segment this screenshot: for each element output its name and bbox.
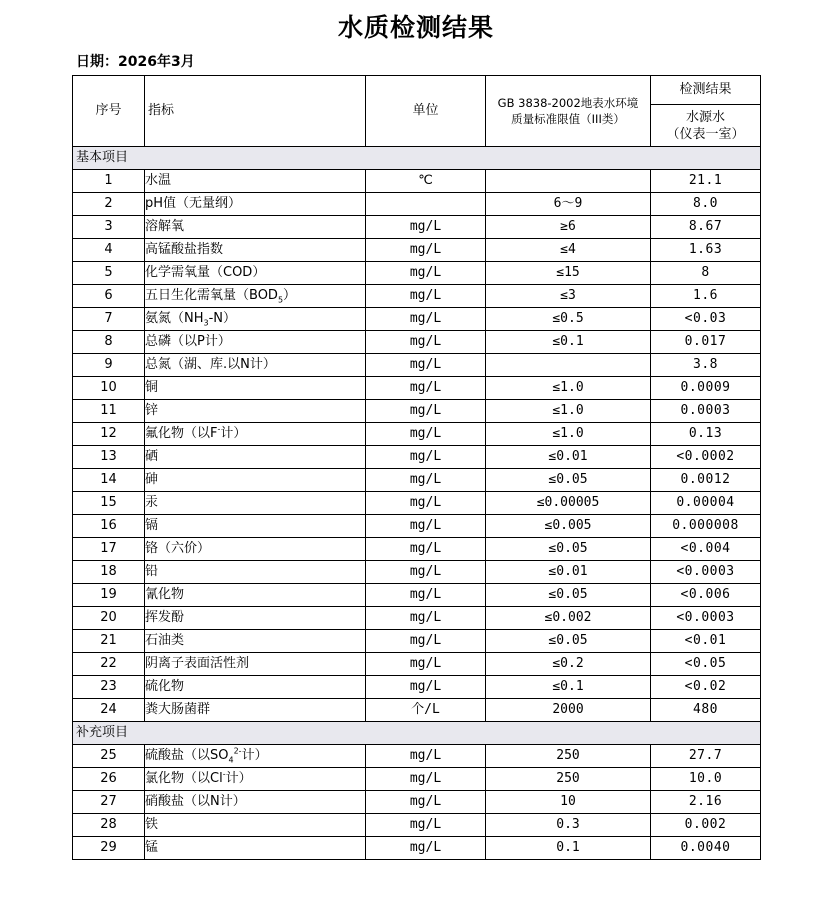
indicator-cell [145,584,366,607]
report-date: 日期：2026年3月 [76,54,195,70]
indicator-name: 挥发酚 [145,610,185,625]
indicator-cell [145,515,366,538]
unit-cell: mg/L [366,239,486,262]
standard-limit-cell: ≤0.1 [486,331,651,354]
indicator-cell [145,285,366,308]
standard-limit-cell: ≤1.0 [486,400,651,423]
unit-cell: mg/L [366,630,486,653]
indicator-name: 硝酸盐（以N计） [145,794,246,809]
indicator-name: 硫酸盐（以SO [145,748,229,763]
unit-cell: mg/L [366,400,486,423]
indicator-tail: -N） [208,311,237,326]
result-value-cell: 1.6 [651,285,761,308]
table-row [73,285,761,308]
unit-cell: mg/L [366,814,486,837]
header-indicator: 指标 [145,76,366,147]
row-number: 26 [73,768,145,791]
result-value-cell: 0.00004 [651,492,761,515]
row-number: 9 [73,354,145,377]
result-value-cell: 0.0003 [651,400,761,423]
table-row [73,377,761,400]
row-number: 2 [73,193,145,216]
standard-limit-cell: ≤3 [486,285,651,308]
indicator-cell [145,354,366,377]
row-number: 15 [73,492,145,515]
result-value-cell: 3.8 [651,354,761,377]
indicator-cell [145,676,366,699]
section-title: 补充项目 [73,722,761,745]
unit-cell: mg/L [366,446,486,469]
row-number: 28 [73,814,145,837]
unit-cell: mg/L [366,837,486,860]
header-standard-line1: GB 3838-2002地表水环境 [497,96,639,110]
row-number: 8 [73,331,145,354]
indicator-cell [145,446,366,469]
indicator-cell [145,699,366,722]
result-value-cell: 0.002 [651,814,761,837]
header-unit: 单位 [366,76,486,147]
unit-cell: mg/L [366,377,486,400]
result-value-cell: 2.16 [651,791,761,814]
result-value-cell: 21.1 [651,170,761,193]
indicator-name: 石油类 [145,633,185,648]
unit-cell: mg/L [366,423,486,446]
indicator-cell [145,561,366,584]
table-row [73,745,761,768]
row-number: 18 [73,561,145,584]
result-value-cell: 0.0009 [651,377,761,400]
table-row [73,400,761,423]
result-value-cell: <0.01 [651,630,761,653]
result-value-cell: 0.0012 [651,469,761,492]
standard-limit-cell: ≤0.5 [486,308,651,331]
result-value-cell: <0.02 [651,676,761,699]
standard-limit-cell: ≤15 [486,262,651,285]
result-value-cell: <0.03 [651,308,761,331]
indicator-tail: 计） [241,748,268,763]
table-row [73,308,761,331]
indicator-name: 铬（六价） [145,541,211,556]
indicator-name: 氨氮（NH [145,311,204,326]
standard-limit-cell: ≤0.002 [486,607,651,630]
indicator-name: 五日生化需氧量（BOD [145,288,278,303]
standard-limit-cell: ≤0.05 [486,584,651,607]
table-row [73,607,761,630]
indicator-name: 总磷（以P计） [145,334,231,349]
standard-limit-cell: ≤0.05 [486,469,651,492]
result-value-cell: 8.0 [651,193,761,216]
table-row [73,538,761,561]
table-row [73,561,761,584]
indicator-cell [145,768,366,791]
result-value-cell: 8.67 [651,216,761,239]
indicator-superscript: 2- [233,746,242,756]
indicator-name: 硒 [145,449,159,464]
indicator-name: 氰化物 [145,587,185,602]
indicator-cell [145,653,366,676]
result-value-cell: 0.000008 [651,515,761,538]
row-number: 13 [73,446,145,469]
indicator-name: 阴离子表面活性剂 [145,656,250,671]
row-number: 11 [73,400,145,423]
indicator-name: 硫化物 [145,679,185,694]
unit-cell: mg/L [366,791,486,814]
section-row [73,722,761,745]
table-row [73,170,761,193]
standard-limit-cell: ≤0.05 [486,630,651,653]
standard-limit-cell: ≤0.1 [486,676,651,699]
indicator-subscript: 5 [277,295,284,305]
header-source [651,105,761,147]
indicator-tail: 计） [225,771,252,786]
indicator-name: 高锰酸盐指数 [145,242,224,257]
standard-limit-cell: ≤1.0 [486,423,651,446]
table-row [73,630,761,653]
row-number: 5 [73,262,145,285]
unit-cell [366,193,486,216]
row-number: 10 [73,377,145,400]
indicator-name: 氟化物（以F [145,426,218,441]
row-number: 21 [73,630,145,653]
row-number: 27 [73,791,145,814]
unit-cell: mg/L [366,216,486,239]
indicator-cell [145,423,366,446]
table-row [73,354,761,377]
table-row [73,446,761,469]
indicator-cell [145,170,366,193]
result-value-cell: 0.017 [651,331,761,354]
unit-cell: mg/L [366,331,486,354]
header-source-line1: 水源水 [685,109,725,125]
standard-limit-cell: ≤0.2 [486,653,651,676]
unit-cell: ℃ [366,170,486,193]
standard-limit-cell: 250 [486,745,651,768]
result-value-cell: 8 [651,262,761,285]
standard-limit-cell: 0.1 [486,837,651,860]
table-body [73,147,761,860]
table-row [73,423,761,446]
row-number: 1 [73,170,145,193]
header-standard-limit [486,76,651,147]
indicator-name: 汞 [145,495,159,510]
indicator-name: 锌 [145,403,159,418]
indicator-name: pH值（无量纲） [145,196,242,211]
table-row [73,331,761,354]
unit-cell: mg/L [366,561,486,584]
table-row [73,515,761,538]
indicator-name: 铁 [145,817,159,832]
row-number: 23 [73,676,145,699]
indicator-cell [145,193,366,216]
result-value-cell: <0.006 [651,584,761,607]
standard-limit-cell: ≤0.005 [486,515,651,538]
row-number: 17 [73,538,145,561]
unit-cell: mg/L [366,607,486,630]
table-row [73,492,761,515]
unit-cell: mg/L [366,768,486,791]
result-value-cell: <0.05 [651,653,761,676]
standard-limit-cell: ≥6 [486,216,651,239]
standard-limit-cell: ≤0.01 [486,561,651,584]
row-number: 22 [73,653,145,676]
unit-cell: mg/L [366,745,486,768]
header-source-line2: （仪表一室） [666,126,745,142]
indicator-cell [145,216,366,239]
standard-limit-cell: ≤4 [486,239,651,262]
unit-cell: mg/L [366,354,486,377]
indicator-cell [145,745,366,768]
unit-cell: mg/L [366,308,486,331]
indicator-cell [145,331,366,354]
page-title: 水质检测结果 [337,13,494,42]
indicator-cell [145,538,366,561]
indicator-name: 砷 [145,472,159,487]
row-number: 14 [73,469,145,492]
table-row [73,768,761,791]
indicator-name: 铅 [145,564,159,579]
unit-cell: 个/L [366,699,486,722]
standard-limit-cell: 6～9 [486,193,651,216]
unit-cell: mg/L [366,653,486,676]
row-number: 3 [73,216,145,239]
indicator-cell [145,377,366,400]
result-value-cell: 27.7 [651,745,761,768]
standard-limit-cell [486,354,651,377]
table-row [73,699,761,722]
section-row [73,147,761,170]
unit-cell: mg/L [366,469,486,492]
unit-cell: mg/L [366,538,486,561]
row-number: 19 [73,584,145,607]
section-title: 基本项目 [73,147,761,170]
row-number: 24 [73,699,145,722]
indicator-cell [145,837,366,860]
header-result: 检测结果 [651,76,761,105]
table-row [73,584,761,607]
result-value-cell: 0.0040 [651,837,761,860]
row-number: 20 [73,607,145,630]
indicator-name: 总氮（湖、库.以N计） [145,357,276,372]
row-number: 16 [73,515,145,538]
indicator-subscript: 4 [228,755,234,765]
table-row [73,469,761,492]
indicator-cell [145,791,366,814]
indicator-name: 氯化物（以Cl [145,771,223,786]
table-row [73,216,761,239]
row-number: 29 [73,837,145,860]
row-number: 6 [73,285,145,308]
result-value-cell: 1.63 [651,239,761,262]
header-standard-line2: 质量标准限值（III类） [511,112,625,126]
indicator-name: 铜 [145,380,159,395]
standard-limit-cell: ≤0.01 [486,446,651,469]
unit-cell: mg/L [366,515,486,538]
water-quality-table [72,75,761,860]
standard-limit-cell [486,170,651,193]
indicator-name: 粪大肠菌群 [145,702,211,717]
indicator-superscript: - [222,769,226,779]
indicator-name: 水温 [145,173,172,188]
table-row [73,193,761,216]
table-row [73,262,761,285]
standard-limit-cell: ≤0.05 [486,538,651,561]
unit-cell: mg/L [366,492,486,515]
row-number: 4 [73,239,145,262]
table-row [73,814,761,837]
indicator-cell [145,469,366,492]
indicator-name: 镉 [145,518,159,533]
row-number: 25 [73,745,145,768]
unit-cell: mg/L [366,262,486,285]
standard-limit-cell: 250 [486,768,651,791]
unit-cell: mg/L [366,584,486,607]
result-value-cell: 0.13 [651,423,761,446]
table-row [73,676,761,699]
standard-limit-cell: ≤0.00005 [486,492,651,515]
indicator-cell [145,607,366,630]
result-value-cell: 480 [651,699,761,722]
table-row [73,791,761,814]
table-row [73,653,761,676]
indicator-tail: ） [283,288,297,303]
standard-limit-cell: 10 [486,791,651,814]
indicator-subscript: 3 [203,318,209,328]
indicator-cell [145,308,366,331]
indicator-name: 锰 [145,840,159,855]
unit-cell: mg/L [366,285,486,308]
indicator-cell [145,630,366,653]
unit-cell: mg/L [366,676,486,699]
table-row [73,837,761,860]
standard-limit-cell: 0.3 [486,814,651,837]
row-number: 7 [73,308,145,331]
standard-limit-cell: 2000 [486,699,651,722]
header-no: 序号 [73,76,145,147]
result-value-cell: <0.0003 [651,561,761,584]
result-value-cell: <0.0002 [651,446,761,469]
row-number: 12 [73,423,145,446]
indicator-cell [145,262,366,285]
result-value-cell: <0.0003 [651,607,761,630]
indicator-tail: 计） [220,426,247,441]
indicator-name: 溶解氧 [145,219,185,234]
indicator-name: 化学需氧量（COD） [145,265,266,280]
result-value-cell: <0.004 [651,538,761,561]
indicator-cell [145,492,366,515]
indicator-superscript: - [217,424,221,434]
indicator-cell [145,814,366,837]
standard-limit-cell: ≤1.0 [486,377,651,400]
indicator-cell [145,239,366,262]
indicator-cell [145,400,366,423]
table-row [73,239,761,262]
result-value-cell: 10.0 [651,768,761,791]
